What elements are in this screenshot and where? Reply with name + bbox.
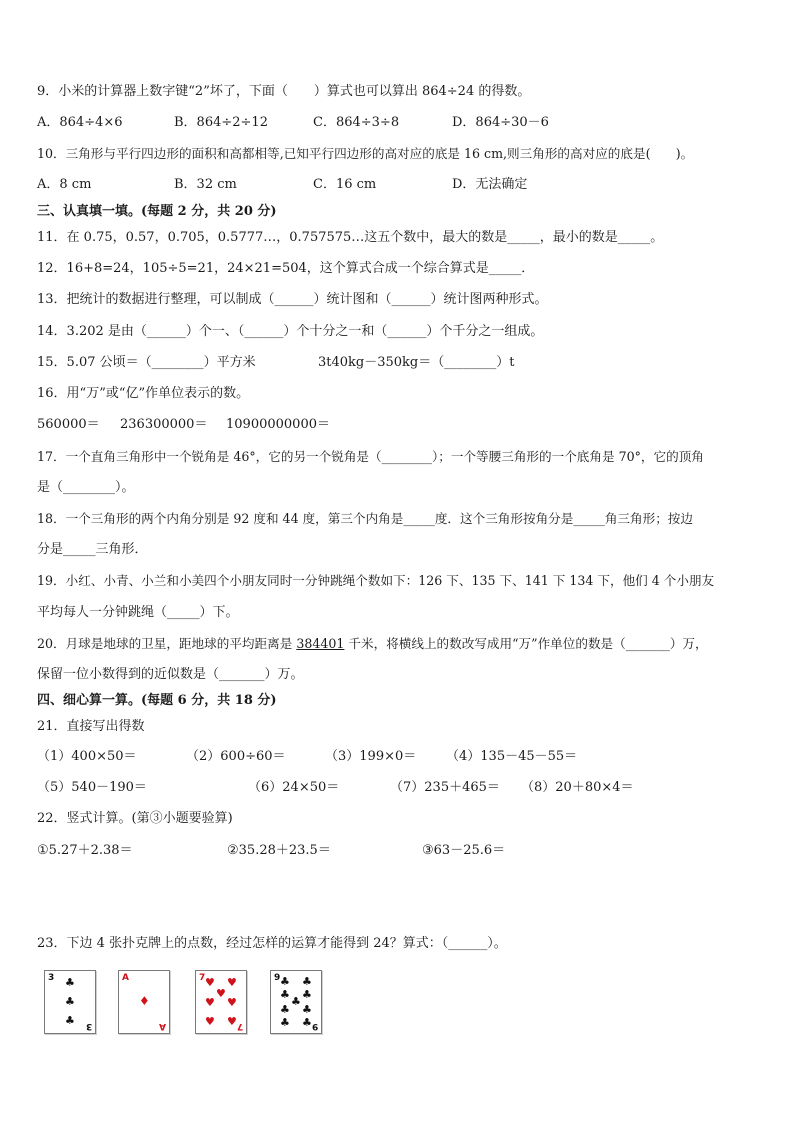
club-icon: ♣ bbox=[65, 1014, 75, 1027]
question-15-part-a: 15．5.07 公顷＝（________）平方米 bbox=[37, 355, 256, 370]
question-19-line-2: 平均每人一分钟跳绳（_____）下。 bbox=[37, 605, 239, 620]
heart-icon: ♥ bbox=[205, 1015, 215, 1028]
heart-icon: ♥ bbox=[216, 987, 226, 1000]
section-4-heading: 四、细心算一算。(每题 6 分，共 18 分) bbox=[37, 693, 277, 708]
card-rank: A bbox=[159, 1021, 166, 1031]
question-21-item: （2）600÷60＝ bbox=[186, 749, 286, 764]
club-icon: ♣ bbox=[291, 995, 301, 1008]
question-9-option-d: D．864÷30－6 bbox=[452, 115, 549, 130]
heart-icon: ♥ bbox=[227, 1015, 237, 1028]
question-20-text-after: 千米，将横线上的数改写成用“万”作单位的数是（_______）万， bbox=[344, 636, 708, 651]
question-17-line-2: 是（________）。 bbox=[37, 480, 135, 495]
question-16-item: 10900000000＝ bbox=[226, 417, 330, 432]
question-20-underlined-number: 384401 bbox=[296, 636, 345, 651]
question-23: 23．下边 4 张扑克牌上的点数，经过怎样的运算才能得到 24？算式：（______）。 bbox=[37, 936, 507, 951]
playing-card-7-hearts bbox=[195, 970, 247, 1034]
card-rank: 3 bbox=[85, 1021, 92, 1031]
question-19-line-1: 19．小红、小青、小兰和小美四个小朋友同时一分钟跳绳个数如下：126 下、135 下、141 下 134 下，他们 4 个小朋友 bbox=[37, 573, 715, 588]
heart-icon: ♥ bbox=[227, 976, 237, 989]
question-10-stem: 10．三角形与平行四边形的面积和高都相等,已知平行四边形的高对应的底是 16 cm,则三角形的高对应的底是( )。 bbox=[37, 146, 694, 161]
club-icon: ♣ bbox=[280, 975, 290, 988]
question-22-stem: 22．竖式计算。(第③小题要验算) bbox=[37, 811, 233, 826]
question-21-stem: 21．直接写出得数 bbox=[37, 719, 145, 734]
question-22-item: ③63－25.6＝ bbox=[422, 843, 506, 858]
question-18-line-2: 分是_____三角形． bbox=[37, 542, 148, 557]
question-13: 13．把统计的数据进行整理，可以制成（______）统计图和（______）统计图两种形式。 bbox=[37, 292, 548, 307]
question-22-item: ①5.27＋2.38＝ bbox=[37, 843, 133, 858]
card-rank: A bbox=[122, 973, 129, 983]
question-16-stem: 16．用“万”或“亿”作单位表示的数。 bbox=[37, 386, 250, 401]
question-20-text-before: 20．月球是地球的卫星，距地球的平均距离是 bbox=[37, 636, 297, 651]
question-12: 12．16+8=24，105÷5=21，24×21=504，这个算式合成一个综合算式是_____． bbox=[37, 261, 535, 276]
question-20-line-2: 保留一位小数得到的近似数是（_______）万。 bbox=[37, 667, 304, 682]
club-icon: ♣ bbox=[280, 1003, 290, 1016]
question-21-item: （5）540－190＝ bbox=[37, 780, 147, 795]
question-9-option-b: B．864÷2÷12 bbox=[174, 115, 268, 130]
question-21-item: （6）24×50＝ bbox=[248, 780, 340, 795]
question-10-option-b: B．32 cm bbox=[174, 177, 237, 192]
question-10-option-c: C．16 cm bbox=[313, 177, 377, 192]
question-21-item: （4）135－45－55＝ bbox=[446, 749, 578, 764]
section-3-heading: 三、认真填一填。(每题 2 分，共 20 分) bbox=[37, 204, 277, 219]
question-21-item: （1）400×50＝ bbox=[37, 749, 137, 764]
card-rank: 7 bbox=[236, 1021, 243, 1031]
club-icon: ♣ bbox=[280, 1016, 290, 1029]
playing-card-ace-diamonds bbox=[118, 970, 170, 1034]
question-9-option-c: C．864÷3÷8 bbox=[313, 115, 400, 130]
question-16-item: 560000＝ bbox=[37, 417, 100, 432]
question-21-item: （3）199×0＝ bbox=[325, 749, 417, 764]
question-18-line-1: 18．一个三角形的两个内角分别是 92 度和 44 度，第三个内角是_____度．这个三角形按角分是_____角三角形；按边 bbox=[37, 511, 693, 526]
question-21-item: （7）235＋465＝ bbox=[390, 780, 500, 795]
question-14: 14．3.202 是由（______）个一、（______）个十分之一和（______）个千分之一组成。 bbox=[37, 324, 544, 339]
question-9-option-a: A．864÷4×6 bbox=[37, 115, 123, 130]
playing-cards bbox=[0, 970, 794, 1036]
playing-card-9-clubs bbox=[270, 970, 322, 1034]
club-icon: ♣ bbox=[65, 995, 75, 1008]
question-16-item: 236300000＝ bbox=[120, 417, 208, 432]
question-21-item: （8）20＋80×4＝ bbox=[521, 780, 634, 795]
heart-icon: ♥ bbox=[227, 996, 237, 1009]
club-icon: ♣ bbox=[302, 1003, 312, 1016]
heart-icon: ♥ bbox=[205, 976, 215, 989]
club-icon: ♣ bbox=[302, 1016, 312, 1029]
heart-icon: ♥ bbox=[205, 996, 215, 1009]
question-10-option-d: D．无法确定 bbox=[452, 177, 528, 192]
card-rank: 7 bbox=[199, 973, 206, 983]
question-15-part-b: 3t40kg－350kg＝（________）t bbox=[318, 355, 515, 370]
question-20-line-1 bbox=[37, 635, 708, 653]
card-rank: 9 bbox=[274, 973, 281, 983]
question-17-line-1: 17．一个直角三角形中一个锐角是 46°，它的另一个锐角是（________）；一个等腰三角形的一个底角是 70°，它的顶角 bbox=[37, 449, 704, 464]
card-rank: 9 bbox=[311, 1021, 318, 1031]
question-9-stem: 9．小米的计算器上数字键“2”坏了，下面（ ）算式也可以算出 864÷24 的得数。 bbox=[37, 84, 531, 99]
question-22-item: ②35.28＋23.5＝ bbox=[227, 843, 331, 858]
diamond-icon: ♦ bbox=[139, 994, 150, 1008]
club-icon: ♣ bbox=[302, 988, 312, 1001]
card-rank: 3 bbox=[48, 973, 55, 983]
club-icon: ♣ bbox=[302, 975, 312, 988]
playing-card-3-clubs bbox=[44, 970, 96, 1034]
question-11: 11．在 0.75，0.57，0.705，0.5777…，0.757575…这五个数中，最大的数是_____，最小的数是_____。 bbox=[37, 230, 664, 245]
question-10-option-a: A．8 cm bbox=[37, 177, 92, 192]
club-icon: ♣ bbox=[280, 988, 290, 1001]
club-icon: ♣ bbox=[65, 976, 75, 989]
